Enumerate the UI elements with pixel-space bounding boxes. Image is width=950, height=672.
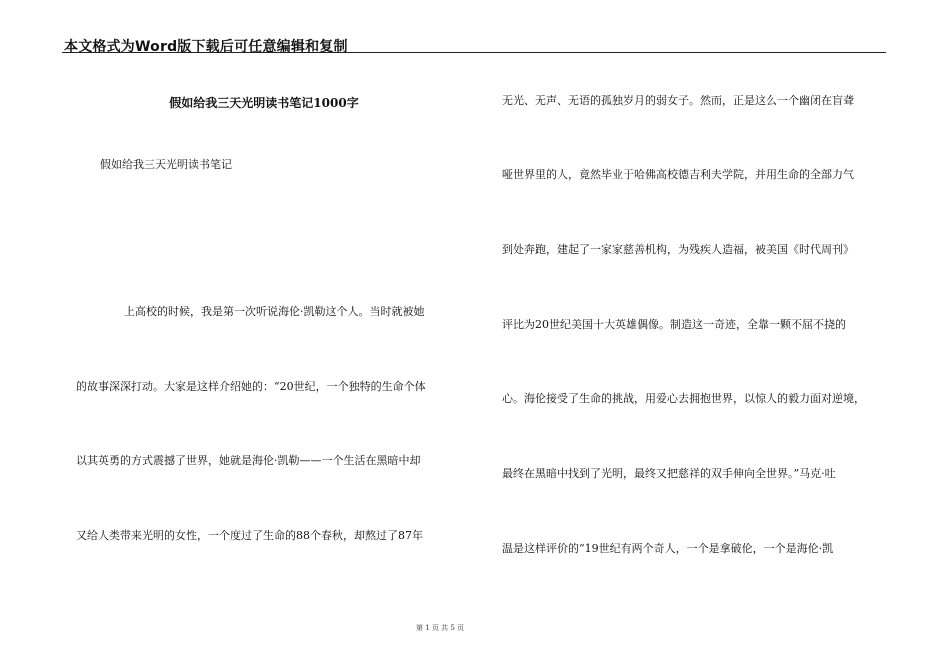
text-line: 以其英勇的方式震撼了世界，她就是海伦·凯勒——一个生活在黑暗中却 xyxy=(76,454,421,467)
download-banner: 本文格式为Word版下载后可任意编辑和复制 xyxy=(64,39,348,55)
text-line: 无光、无声、无语的孤独岁月的弱女子。然而，正是这么一个幽闭在盲聋 xyxy=(502,94,854,107)
text-line: 最终在黑暗中找到了光明，最终又把慈祥的双手伸向全世界。”马克·吐 xyxy=(502,467,836,480)
text-line: 又给人类带来光明的女性，一个度过了生命的88个春秋，却熬过了87年 xyxy=(76,529,423,542)
text-line: 评比为20世纪美国十大英雄偶像。制造这一奇迹，全靠一颗不屈不挠的 xyxy=(502,318,846,331)
document-title: 假如给我三天光明读书笔记1000字 xyxy=(169,96,359,110)
banner-divider xyxy=(62,52,886,53)
text-line: 心。海伦接受了生命的挑战，用爱心去拥抱世界，以惊人的毅力面对逆境， xyxy=(502,392,865,405)
page-number-footer: 第 1 页 共 5 页 xyxy=(415,624,465,632)
text-line: 到处奔跑，建起了一家家慈善机构，为残疾人造福，被美国《时代周刊》 xyxy=(502,243,854,256)
text-line: 的故事深深打动。大家是这样介绍她的：“20世纪，一个独特的生命个体 xyxy=(76,380,426,393)
text-line: 哑世界里的人，竟然毕业于哈佛高校德吉利夫学院，并用生命的全部力气 xyxy=(502,168,854,181)
document-subheading: 假如给我三天光明读书笔记 xyxy=(100,158,232,171)
text-line: 温是这样评价的“19世纪有两个奇人，一个是拿破伦，一个是海伦·凯 xyxy=(502,542,834,555)
text-line: 上高校的时候，我是第一次听说海伦·凯勒这个人。当时就被她 xyxy=(124,305,425,318)
